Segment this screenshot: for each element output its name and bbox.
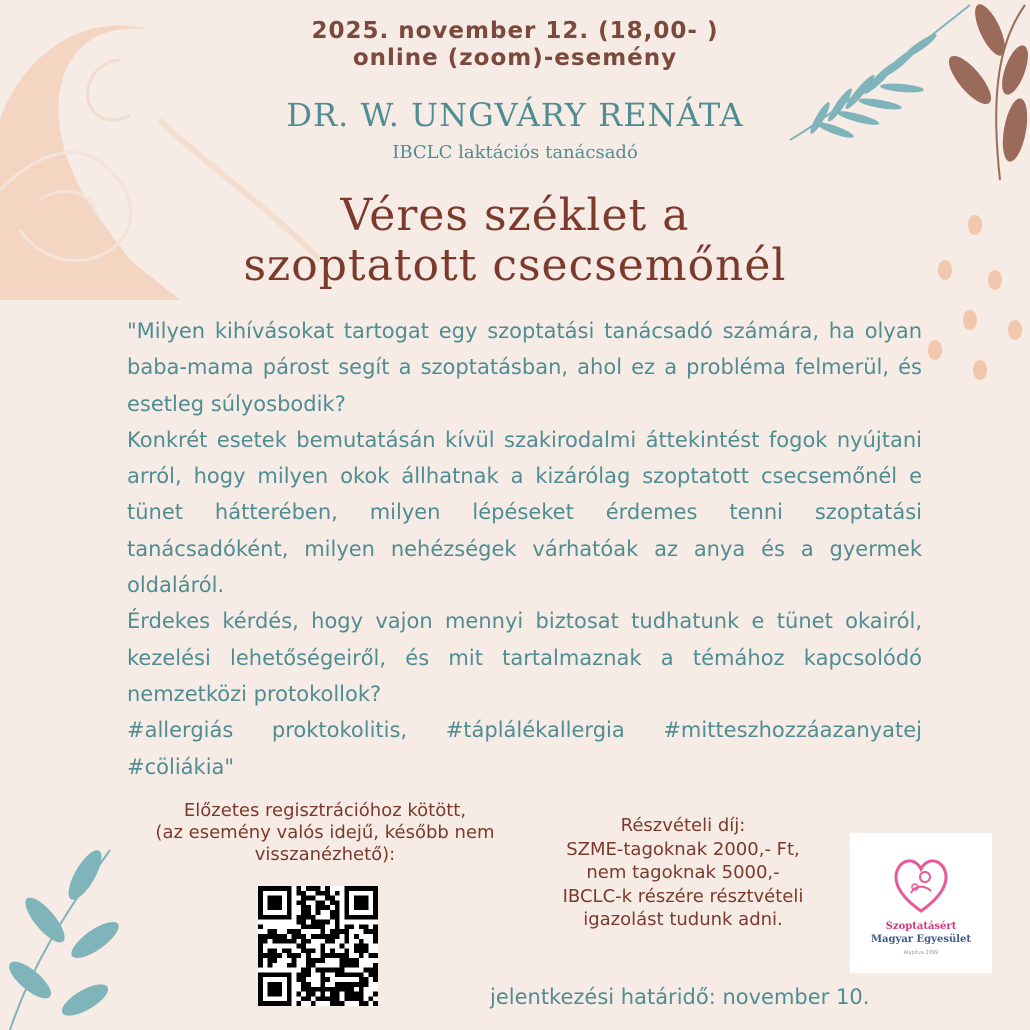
registration-line: (az esemény valós idejű, később nem	[155, 822, 495, 843]
qr-code-icon[interactable]	[258, 886, 378, 1006]
event-title-line-2: szoptatott csecsemőnél	[243, 240, 787, 291]
logo-name-line-1: Szoptatásért	[885, 921, 957, 932]
fee-line: IBCLC-k részére résztvételi	[562, 885, 804, 907]
fee-line: igazolást tudunk adni.	[583, 909, 783, 930]
event-format: online (zoom)-esemény	[352, 45, 678, 71]
registration-line: visszanézhető):	[254, 844, 396, 865]
fee-line: SZME-tagoknak 2000,- Ft,	[566, 838, 800, 860]
speaker-name: DR. W. UNGVÁRY RENÁTA	[286, 96, 744, 134]
speaker-role: IBCLC laktációs tanácsadó	[392, 142, 638, 163]
mother-child-heart-icon	[891, 853, 951, 915]
fee-line: nem tagoknak 5000,-	[586, 862, 780, 883]
logo-name-line-2: Magyar Egyesület	[870, 934, 972, 945]
description-paragraph: "Milyen kihívásokat tartogat egy szoptatási tanácsadó számára, ha olyan baba-mama párost segít a szoptatásban, ahol ez a probléma felmerül, és esetleg súlyosbodik?	[127, 319, 922, 416]
participation-fee	[528, 814, 838, 932]
registration-note	[125, 800, 525, 866]
logo-founded: Alapítva 1999	[903, 950, 939, 956]
fee-line: Részvételi díj:	[620, 815, 746, 836]
event-description	[127, 313, 922, 785]
event-title-line-1: Véres széklet a	[340, 190, 690, 241]
event-date: 2025. november 12. (18,00- )	[311, 18, 719, 44]
description-paragraph: Érdekes kérdés, hogy vajon mennyi biztosat tudhatunk e tünet okairól, kezelési lehetőségeiről, és mit tartalmaznak a témához kapcsolódó nemzetközi protokollok?	[127, 609, 922, 706]
registration-line: Előzetes regisztrációhoz kötött,	[183, 800, 467, 821]
hashtags: #allergiás proktokolitis, #táplálékallergia #mitteszhozzáazanyatej #cöliákia"	[127, 718, 922, 779]
registration-deadline: jelentkezési határidő: november 10.	[490, 985, 870, 1009]
organization-logo	[850, 833, 992, 973]
description-paragraph: Konkrét esetek bemutatásán kívül szakirodalmi áttekintést fogok nyújtani arról, hogy milyen okok állhatnak a kizárólag szoptatott csecsemőnél e tünet hátterében, milyen lépéseket érdemes tenni szoptatási tanácsadóként, milyen nehézségek várhatóak az anya és a gyermek oldaláról.	[127, 427, 922, 598]
